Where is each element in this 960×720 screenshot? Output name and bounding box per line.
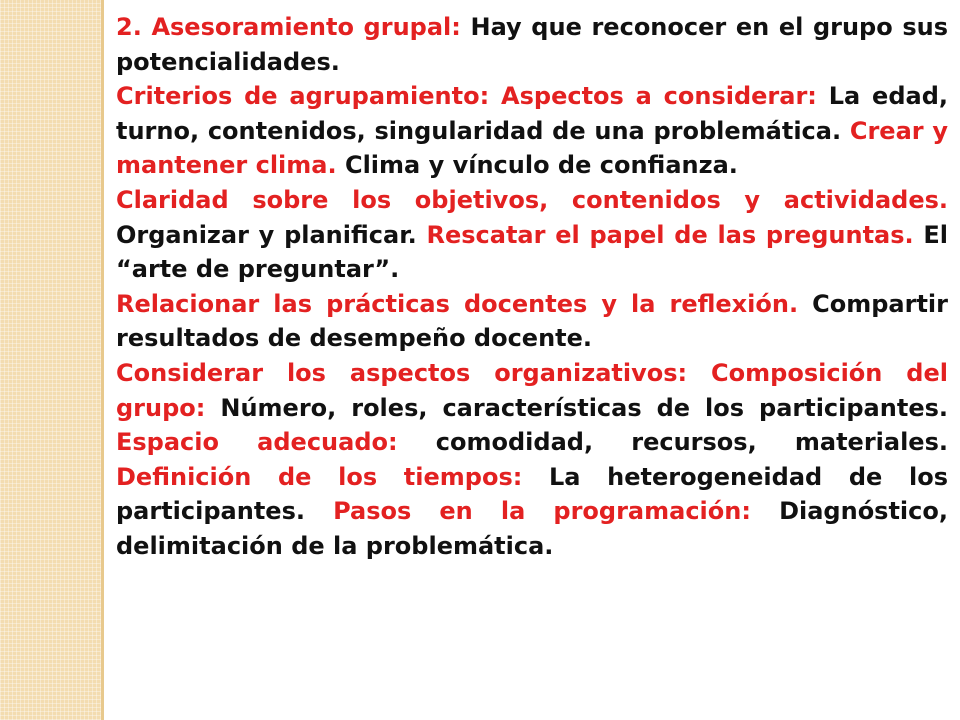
text-clima-confianza: Clima y vínculo de confianza.: [336, 151, 738, 180]
paragraph-criterios-agrupamiento: [116, 79, 948, 183]
heading-crear-clima: Crear y mantener clima.: [116, 116, 948, 180]
heading-claridad-objetivos: Claridad sobre los objetivos, contenidos y actividades.: [116, 185, 948, 214]
text-arte-preguntar: El “arte de preguntar”.: [116, 220, 949, 284]
text-reconocer-potencialidades: Hay que reconocer en el grupo sus potencialidades.: [116, 13, 949, 76]
paragraph-claridad-objetivos: [116, 183, 948, 287]
text-diagnostico: Diagnóstico, delimitación de la problemática.: [116, 497, 948, 560]
slide-text-body: [116, 10, 948, 564]
heading-espacio-adecuado: Espacio adecuado:: [116, 428, 436, 457]
text-edad-turno: La edad, turno, contenidos, singularidad de una problemática.: [116, 82, 948, 145]
text-comodidad-recursos: comodidad, recursos, materiales.: [435, 428, 948, 457]
heading-definicion-tiempos: Definición de los tiempos:: [116, 462, 549, 491]
paragraph-relacionar-practicas: [116, 287, 948, 356]
heading-relacionar-practicas: Relacionar las prácticas docentes y la reflexión.: [116, 289, 813, 318]
text-organizar-planificar: Organizar y planificar.: [116, 220, 427, 249]
text-numero-roles: Número, roles, características de los participantes.: [220, 393, 948, 422]
heading-rescatar-preguntas: Rescatar el papel de las preguntas.: [426, 220, 924, 249]
text-compartir-resultados: Compartir resultados de desempeño docente.: [116, 289, 948, 353]
paragraph-aspectos-organizativos: [116, 356, 948, 564]
decorative-side-band: [0, 0, 104, 720]
heading-asesoramiento-grupal: 2. Asesoramiento grupal:: [116, 13, 471, 41]
heading-criterios-agrupamiento: Criterios de agrupamiento: Aspectos a considerar:: [116, 82, 829, 111]
text-heterogeneidad: La heterogeneidad de los participantes.: [116, 462, 948, 526]
heading-pasos-programacion: Pasos en la programación:: [333, 497, 780, 526]
heading-aspectos-organizativos: Considerar los aspectos organizativos: Composición del grupo:: [116, 358, 948, 422]
paragraph-asesoramiento-grupal: [116, 10, 948, 79]
